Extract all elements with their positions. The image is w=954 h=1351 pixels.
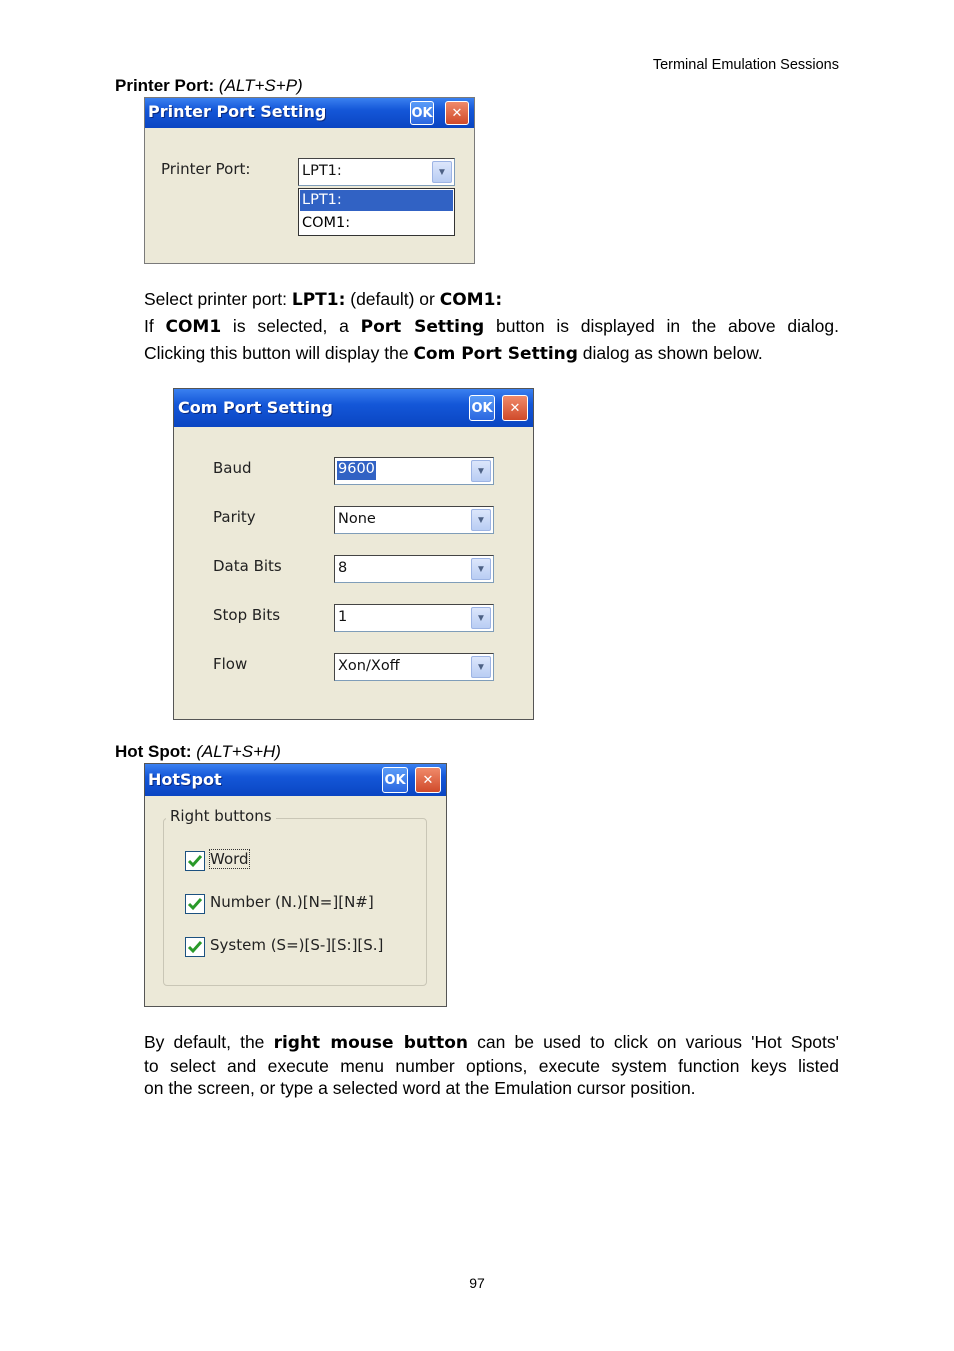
text: dialog as shown below. [577, 343, 763, 363]
checkmark-icon [187, 939, 203, 955]
close-button[interactable] [502, 395, 528, 421]
paragraph-hotspot-line1 [144, 1031, 839, 1055]
system-label[interactable]: System (S=)[S-][S:][S.] [210, 936, 384, 954]
data-bits-value: 8 [338, 560, 348, 576]
text: If [144, 316, 166, 336]
printer-port-dropdown-list [298, 188, 455, 236]
baud-value: 9600 [337, 461, 376, 480]
system-checkbox[interactable] [185, 937, 205, 957]
keyword-right-mouse-button: right mouse button [273, 1033, 468, 1053]
data-bits-select[interactable] [334, 555, 494, 583]
close-icon: ✕ [451, 105, 463, 121]
paragraph-com1-line2 [144, 340, 839, 368]
dialog-titlebar [145, 764, 446, 796]
paragraph-hotspot-line2: to select and execute menu number options, execute system function keys listed [144, 1056, 839, 1076]
close-icon: ✕ [509, 400, 521, 416]
baud-label: Baud [213, 459, 252, 477]
keyword-com1: COM1: [439, 290, 503, 310]
text: By default, the [144, 1032, 274, 1052]
parity-value: None [338, 511, 376, 527]
text: button is displayed in the above dialog. [484, 316, 839, 336]
stop-bits-select[interactable] [334, 604, 494, 632]
dialog-title: Printer Port Setting [148, 102, 327, 121]
hotspot-dialog [144, 763, 447, 1007]
chevron-down-icon[interactable]: ▼ [471, 607, 491, 629]
text: is selected, a [221, 316, 361, 336]
chevron-down-icon[interactable]: ▼ [471, 656, 491, 678]
stop-bits-label: Stop Bits [213, 606, 281, 624]
printer-port-label: Printer Port: [161, 160, 251, 178]
flow-label: Flow [213, 655, 248, 673]
dialog-titlebar [145, 98, 474, 128]
groupbox-legend: Right buttons [166, 807, 276, 825]
ok-button[interactable]: OK [469, 395, 495, 421]
section-title-text: Hot Spot: [115, 742, 192, 761]
keyword-lpt1: LPT1: [291, 290, 346, 310]
shortcut-text: (ALT+S+H) [196, 742, 281, 761]
checkmark-icon [187, 853, 203, 869]
checkmark-icon [187, 896, 203, 912]
paragraph-select-port [144, 286, 844, 314]
com-port-dialog [173, 388, 534, 720]
ok-button[interactable]: OK [410, 101, 434, 125]
shortcut-text: (ALT+S+P) [218, 76, 303, 95]
section-title-text: Printer Port: [115, 76, 215, 95]
word-label[interactable]: Word [210, 850, 249, 868]
dialog-title: HotSpot [148, 770, 222, 789]
paragraph-hotspot-line3: on the screen, or type a selected word at the Emulation cursor position. [144, 1078, 696, 1098]
close-button[interactable] [415, 767, 441, 793]
dialog-title: Com Port Setting [178, 398, 333, 417]
printer-port-select[interactable] [298, 158, 455, 186]
stop-bits-value: 1 [338, 609, 348, 625]
dialog-titlebar [174, 389, 533, 427]
running-header: Terminal Emulation Sessions [652, 57, 839, 73]
parity-label: Parity [213, 508, 256, 526]
section-title-hot-spot [115, 742, 281, 762]
ok-button[interactable]: OK [382, 767, 408, 793]
chevron-down-icon[interactable]: ▼ [471, 558, 491, 580]
keyword-com-port-setting: Com Port Setting [413, 344, 578, 364]
flow-select[interactable] [334, 653, 494, 681]
printer-port-dialog [144, 97, 475, 264]
paragraph-com1-line1 [144, 313, 839, 341]
chevron-down-icon[interactable]: ▼ [471, 509, 491, 531]
page-number: 97 [469, 1275, 485, 1291]
parity-select[interactable] [334, 506, 494, 534]
baud-select[interactable] [334, 457, 494, 485]
close-button[interactable] [445, 101, 469, 125]
close-icon: ✕ [422, 772, 434, 788]
keyword-com1: COM1 [165, 317, 222, 337]
keyword-port-setting: Port Setting [360, 317, 485, 337]
chevron-down-icon[interactable]: ▼ [432, 161, 452, 183]
flow-value: Xon/Xoff [338, 658, 400, 674]
printer-port-value: LPT1: [302, 163, 342, 179]
word-checkbox[interactable] [185, 851, 205, 871]
option-com1[interactable]: COM1: [302, 215, 351, 231]
number-checkbox[interactable] [185, 894, 205, 914]
text: can be used to click on various 'Hot Spots' [468, 1032, 839, 1052]
data-bits-label: Data Bits [213, 557, 282, 575]
section-title-printer-port [115, 76, 303, 96]
text: (default) or [345, 289, 440, 309]
number-label[interactable]: Number (N.)[N=][N#] [210, 893, 374, 911]
text: Clicking this button will display the [144, 343, 414, 363]
text: Select printer port: [144, 289, 292, 309]
chevron-down-icon[interactable]: ▼ [471, 460, 491, 482]
option-lpt1[interactable]: LPT1: [300, 190, 453, 211]
